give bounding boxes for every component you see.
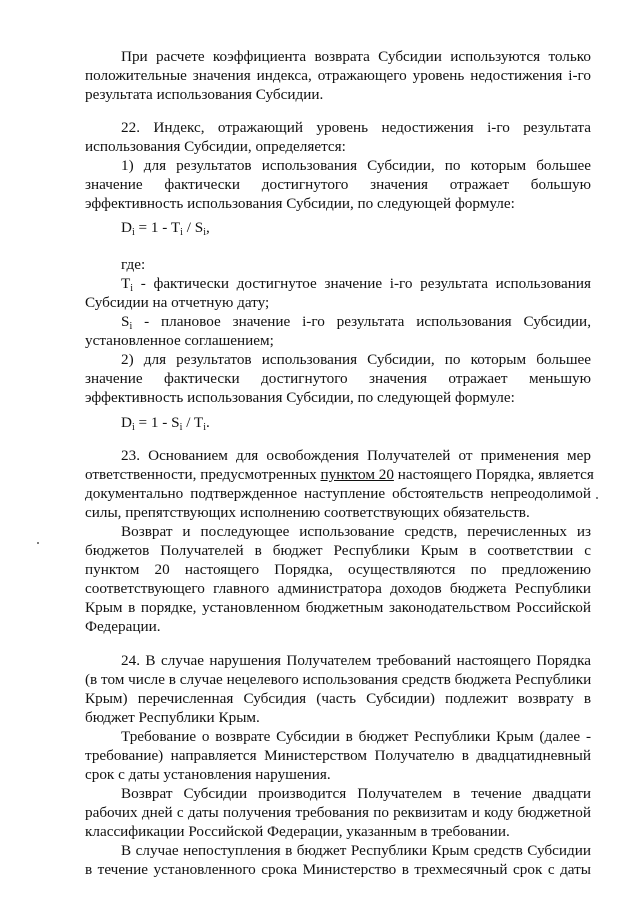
where-label: где: — [121, 256, 146, 273]
formula-text: . — [206, 414, 210, 431]
text-line: документально подтвержденное наступление обстоятельств непреодолимой — [85, 485, 591, 502]
text-line: положительные значения индекса, отражающего уровень недостижения i-го — [85, 67, 591, 84]
text-line: Возврат Субсидии производится Получателем в течение двадцати — [121, 785, 591, 802]
text-line: Крым в порядке, установленном бюджетным законодательством Российской — [85, 599, 591, 616]
scan-speck — [37, 542, 39, 544]
formula-text: / T — [182, 414, 204, 431]
formula-subscript: i — [131, 422, 135, 433]
formula-1 — [121, 218, 627, 237]
symbol: S — [121, 313, 130, 330]
text-line: 2) для результатов использования Субсидии, по которым большее — [121, 351, 591, 368]
text-line: эффективность использования Субсидии, по следующей формуле: — [85, 389, 515, 406]
text-line: классификации Российской Федерации, указанным в требовании. — [85, 823, 510, 840]
text-line: в течение установленного срока Министерство в трехмесячный срок с даты — [85, 861, 591, 878]
formula-subscript: i — [179, 422, 183, 433]
formula-subscript: i — [203, 227, 206, 238]
formula-symbol: D — [121, 414, 132, 431]
text-line: Федерации. — [85, 618, 161, 635]
definition-text: - плановое значение i-го результата использования Субсидии, — [132, 313, 591, 330]
text-span: ответственности, предусмотренных — [85, 466, 321, 483]
formula-subscript: i — [131, 227, 135, 238]
formula-text: = 1 - S — [134, 414, 180, 431]
text-line: требование) направляется Министерством Получателю в двадцатидневный — [85, 747, 591, 764]
subscript: i — [130, 283, 134, 294]
text-line: Крым) перечисленная Субсидия (часть Субсидии) подлежит возврату в — [85, 690, 591, 707]
ti-definition — [121, 274, 591, 293]
text-line: 1) для результатов использования Субсидии, по которым большее — [121, 157, 591, 174]
text-line: пунктом 20 настоящего Порядка, осуществляются по предложению — [85, 561, 591, 578]
text-line: Требование о возврате Субсидии в бюджет Республики Крым (далее - — [121, 728, 591, 745]
text-line: эффективность использования Субсидии, по следующей формуле: — [85, 195, 515, 212]
formula-subscript: i — [203, 422, 206, 433]
text-line: Субсидии на отчетную дату; — [85, 294, 270, 311]
text-line: использования Субсидии, определяется: — [85, 138, 346, 155]
text-line: рабочих дней с даты получения требования по реквизитам и коду бюджетной — [85, 804, 591, 821]
text-line: значение фактически достигнутого значения отражает большую — [85, 176, 591, 193]
symbol: T — [121, 275, 131, 292]
scan-speck — [596, 497, 598, 499]
formula-subscript: i — [180, 227, 183, 238]
text-line: бюджетов Получателей в бюджет Республики Крым в соответствии с — [85, 542, 591, 559]
clause-20-link[interactable]: пунктом 20 — [320, 466, 394, 483]
text-line: соответствующего главного администратора доходов бюджета Республики — [85, 580, 591, 597]
text-line: срок с даты установления нарушения. — [85, 766, 331, 783]
text-line: 24. В случае нарушения Получателем требований настоящего Порядка — [121, 652, 591, 669]
text-line-with-link — [85, 465, 594, 484]
definition-text: - фактически достигнутое значение i-го результата использования — [133, 275, 591, 292]
text-line: (в том числе в случае нецелевого использования средств бюджета Республики — [85, 671, 592, 688]
text-line: значение фактически достигнутого значения отражает меньшую — [85, 370, 591, 387]
formula-symbol: D — [121, 219, 132, 236]
subscript: i — [129, 321, 133, 332]
text-line: 23. Основанием для освобождения Получателей от применения мер — [121, 447, 591, 464]
text-line: установленное соглашением; — [85, 332, 274, 349]
text-line: результата использования Субсидии. — [85, 86, 324, 103]
text-span: настоящего Порядка, является — [393, 466, 594, 483]
formula-text: , — [206, 219, 210, 236]
text-line: Возврат и последующее использование средств, перечисленных из — [121, 523, 591, 540]
text-line: бюджет Республики Крым. — [85, 709, 260, 726]
text-line: При расчете коэффициента возврата Субсидии используются только — [121, 48, 591, 65]
text-line: силы, препятствующих исполнению соответствующих обязательств. — [85, 504, 530, 521]
formula-2 — [121, 413, 627, 432]
text-line: В случае непоступления в бюджет Республики Крым средств Субсидии — [121, 842, 591, 859]
formula-text: / S — [182, 219, 204, 236]
text-line: 22. Индекс, отражающий уровень недостижения i-го результата — [121, 119, 591, 136]
si-definition — [121, 312, 591, 331]
formula-text: = 1 - T — [134, 219, 181, 236]
